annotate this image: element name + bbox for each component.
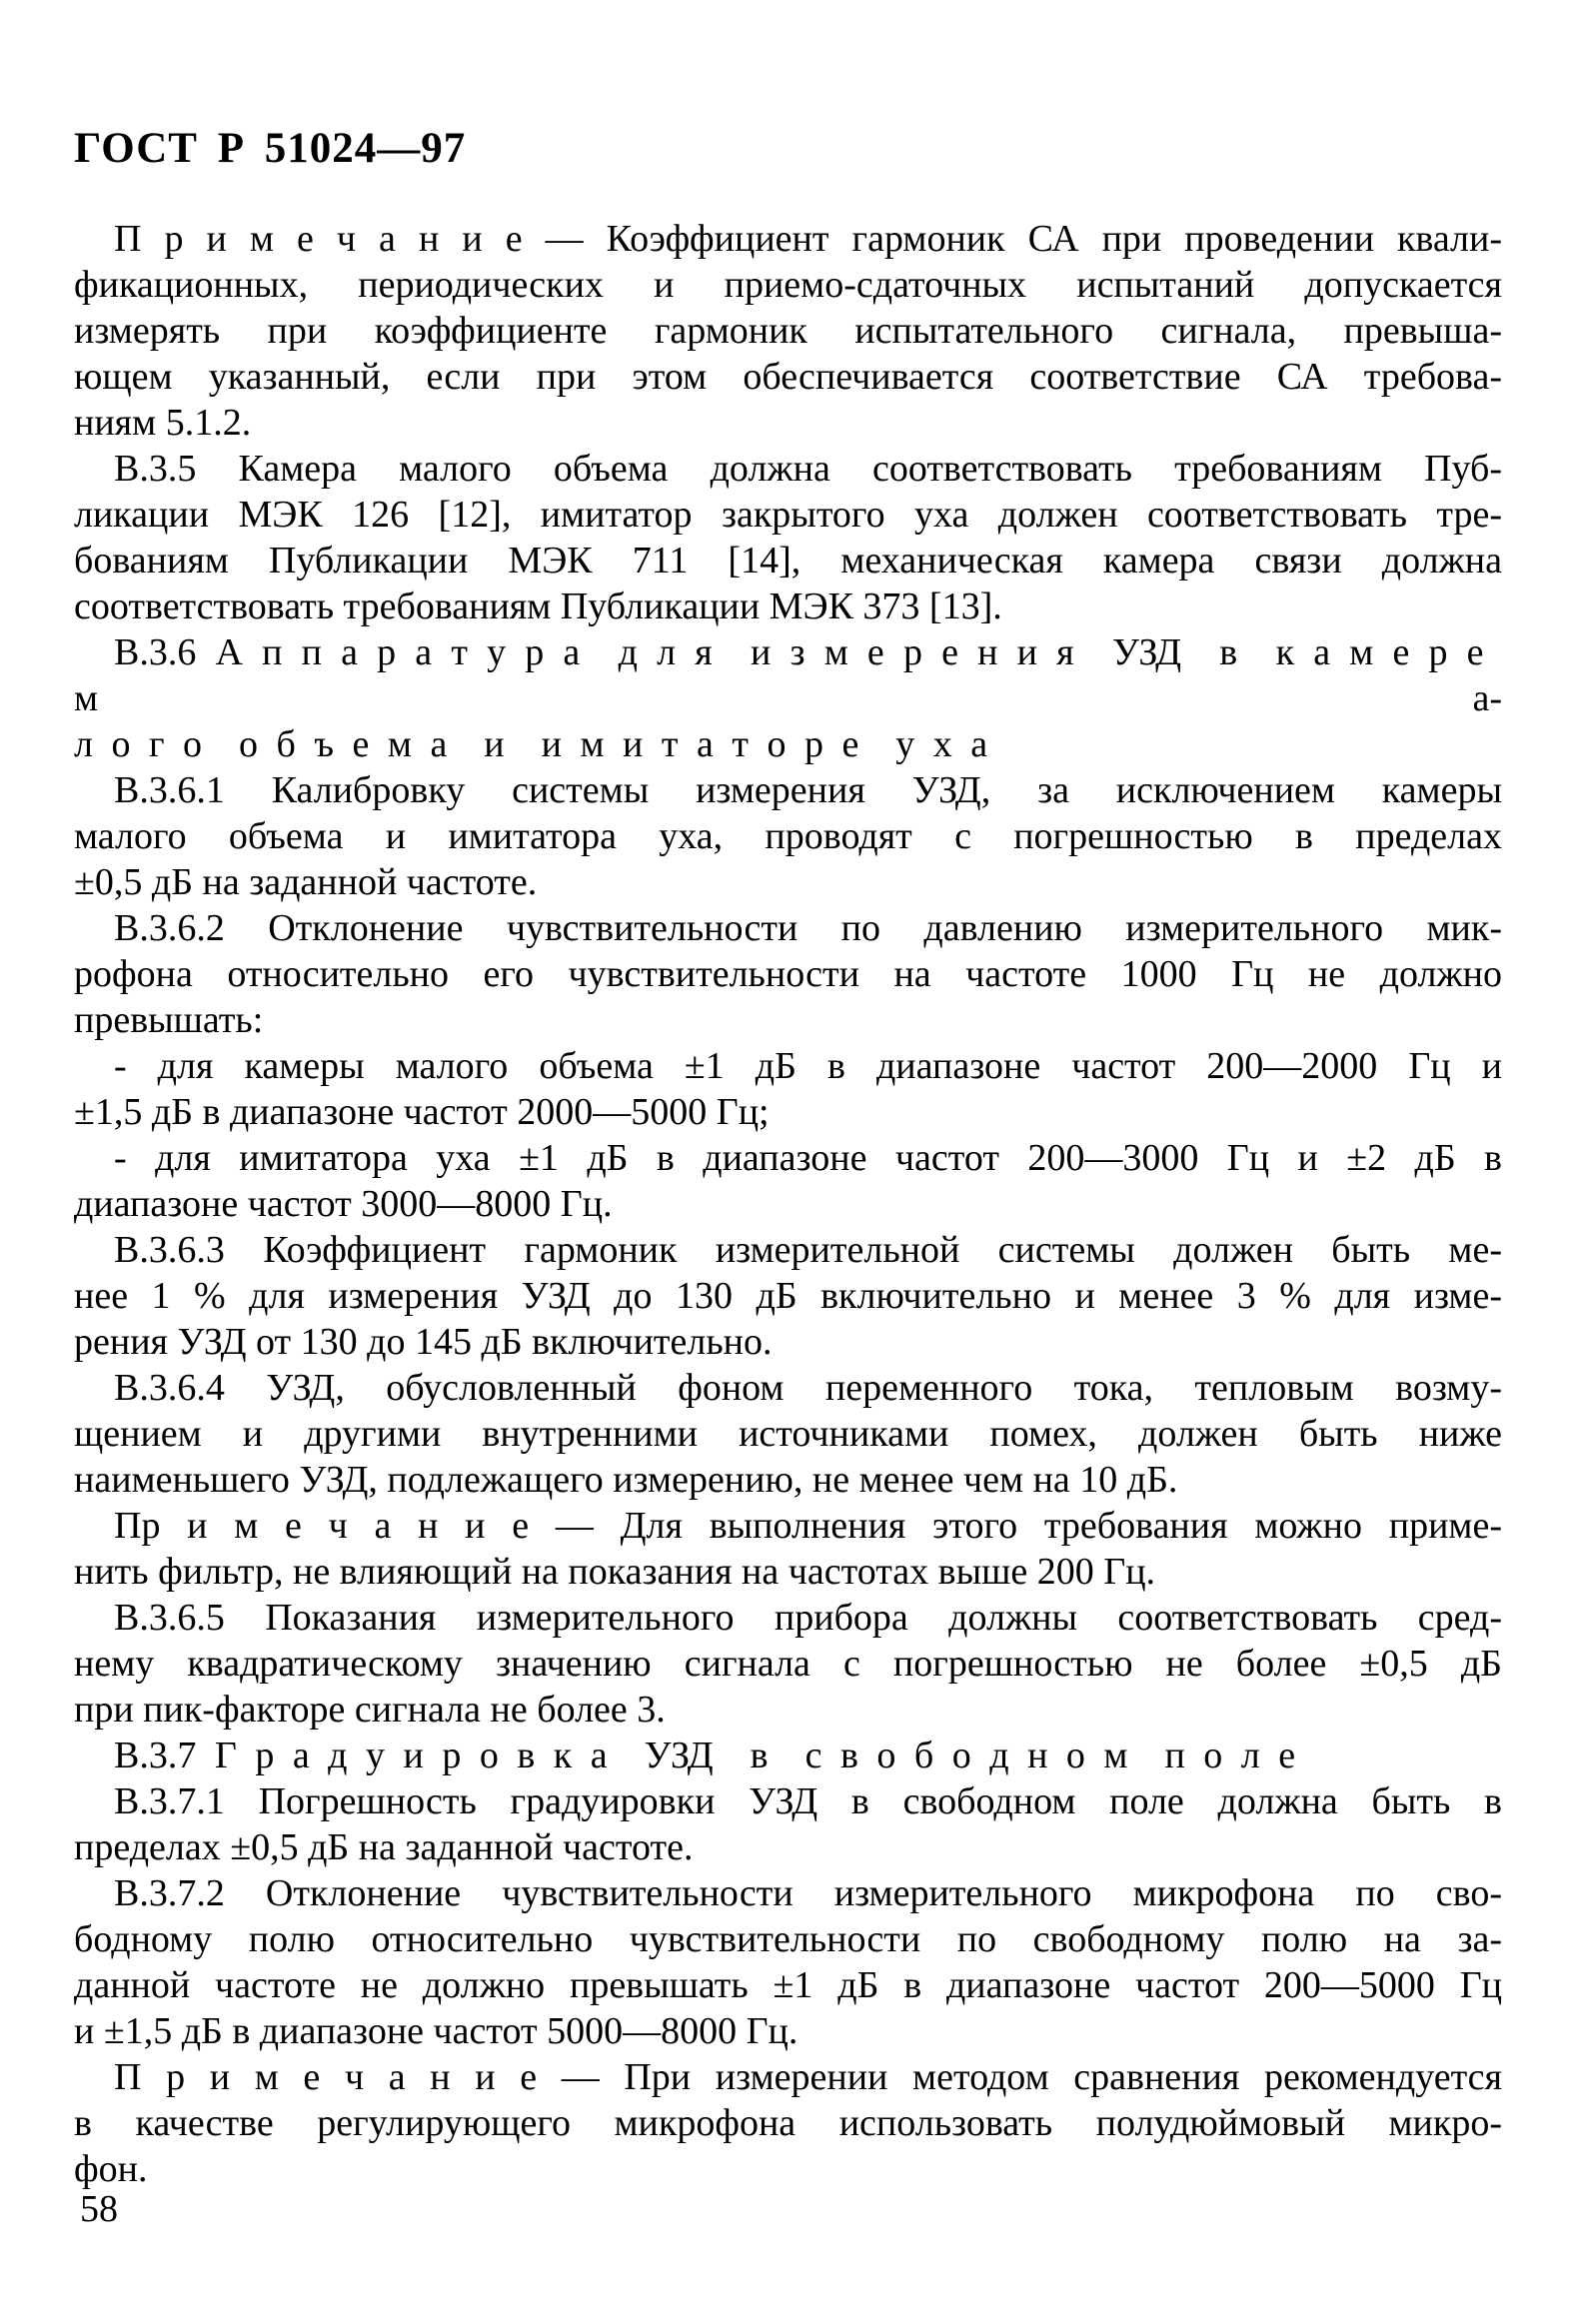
- text-line: фон.: [74, 2148, 148, 2190]
- text-line: В.3.6 А п п а р а т у р а д л я и з м е р е н и я УЗД в к а м е р е м а-: [74, 631, 1502, 719]
- text-line: Пр и м е ч а н и е — Для выполнения этого требования можно приме-: [114, 1505, 1502, 1547]
- text-line: наименьшего УЗД, подлежащего измерению, не менее чем на 10 дБ.: [74, 1459, 1178, 1501]
- text-line: ±0,5 дБ на заданной частоте.: [74, 861, 538, 903]
- text-line: в качестве регулирующего микрофона использовать полудюймовый микро-: [74, 2102, 1502, 2144]
- text-line: соответствовать требованиям Публикации МЭК 373 [13].: [74, 585, 1002, 627]
- text-line: бодному полю относительно чувствительности по свободному полю на за-: [74, 1918, 1502, 1960]
- text-line: ±1,5 дБ в диапазоне частот 2000—5000 Гц;: [74, 1091, 770, 1133]
- text-line: диапазоне частот 3000—8000 Гц.: [74, 1183, 613, 1225]
- paragraph-b3-6-4: [74, 1365, 1502, 1503]
- paragraph-note-3: [74, 2054, 1502, 2192]
- paragraph-b3-6-1: [74, 767, 1502, 905]
- paragraph-note-2: [74, 1503, 1502, 1595]
- paragraph-b3-7-1: [74, 1778, 1502, 1870]
- text-line: л о г о о б ъ е м а и и м и т а т о р е у х а: [74, 723, 988, 765]
- text-line: В.3.7.1 Погрешность градуировки УЗД в свободном поле должна быть в: [114, 1780, 1502, 1822]
- paragraph-b3-6-5: [74, 1595, 1502, 1733]
- paragraph-list-item-small-chamber: [74, 1043, 1502, 1135]
- text-line: В.3.5 Камера малого объема должна соответствовать требованиям Пуб-: [114, 448, 1502, 490]
- text-line: нить фильтр, не влияющий на показания на частотах выше 200 Гц.: [74, 1551, 1156, 1593]
- text-line: ниям 5.1.2.: [74, 402, 252, 444]
- text-line: В.3.7 Г р а д у и р о в к а УЗД в с в о б о д н о м п о л е: [114, 1735, 1296, 1776]
- paragraph-b3-7-heading: [74, 1733, 1502, 1778]
- paragraph-b3-7-2: [74, 1870, 1502, 2054]
- text-line: нему квадратическому значению сигнала с погрешностью не более ±0,5 дБ: [74, 1643, 1502, 1685]
- text-line: В.3.6.4 УЗД, обусловленный фоном переменного тока, тепловым возму-: [114, 1367, 1502, 1409]
- document-body: [74, 216, 1502, 2192]
- paragraph-list-item-ear-simulator: [74, 1135, 1502, 1227]
- text-line: при пик-факторе сигнала не более 3.: [74, 1689, 666, 1731]
- text-line: измерять при коэффициенте гармоник испытательного сигнала, превыша-: [74, 310, 1502, 352]
- text-line: данной частоте не должно превышать ±1 дБ в диапазоне частот 200—5000 Гц: [74, 1964, 1502, 2006]
- text-line: ющем указанный, если при этом обеспечивается соответствие СА требова-: [74, 356, 1502, 398]
- text-line: малого объема и имитатора уха, проводят с погрешностью в пределах: [74, 815, 1502, 857]
- text-line: - для камеры малого объема ±1 дБ в диапазоне частот 200—2000 Гц и: [114, 1045, 1502, 1087]
- text-line: фикационных, периодических и приемо-сдаточных испытаний допускается: [74, 264, 1502, 306]
- page-number: 58: [80, 2188, 118, 2230]
- text-line: В.3.6.5 Показания измерительного прибора должны соответствовать сред-: [114, 1597, 1502, 1639]
- text-line: и ±1,5 дБ в диапазоне частот 5000—8000 Гц.: [74, 2010, 798, 2052]
- text-line: В.3.6.1 Калибровку системы измерения УЗД, за исключением камеры: [114, 769, 1502, 811]
- paragraph-b3-5: [74, 446, 1502, 629]
- text-line: рофона относительно его чувствительности на частоте 1000 Гц не должно: [74, 953, 1502, 995]
- paragraph-note-1: [74, 216, 1502, 446]
- text-line: нее 1 % для измерения УЗД до 130 дБ включительно и менее 3 % для изме-: [74, 1275, 1502, 1317]
- text-line: В.3.7.2 Отклонение чувствительности измерительного микрофона по сво-: [114, 1872, 1502, 1914]
- text-line: превышать:: [74, 999, 264, 1041]
- text-line: щением и другими внутренними источниками помех, должен быть ниже: [74, 1413, 1502, 1455]
- text-line: ликации МЭК 126 [12], имитатор закрытого уха должен соответствовать тре-: [74, 494, 1502, 536]
- text-line: рения УЗД от 130 до 145 дБ включительно.: [74, 1321, 773, 1363]
- text-line: пределах ±0,5 дБ на заданной частоте.: [74, 1826, 694, 1868]
- text-line: - для имитатора уха ±1 дБ в диапазоне частот 200—3000 Гц и ±2 дБ в: [114, 1137, 1502, 1179]
- text-line: П р и м е ч а н и е — Коэффициент гармоник СА при проведении квали-: [114, 218, 1502, 260]
- text-line: В.3.6.3 Коэффициент гармоник измерительной системы должен быть ме-: [114, 1229, 1502, 1271]
- text-line: В.3.6.2 Отклонение чувствительности по давлению измерительного мик-: [114, 907, 1502, 949]
- text-line: бованиям Публикации МЭК 711 [14], механическая камера связи должна: [74, 540, 1502, 581]
- paragraph-b3-6-3: [74, 1227, 1502, 1365]
- paragraph-b3-6-2: [74, 905, 1502, 1043]
- document-standard-number: ГОСТ Р 51024—97: [74, 125, 467, 172]
- text-line: П р и м е ч а н и е — При измерении методом сравнения рекомендуется: [114, 2056, 1502, 2098]
- paragraph-b3-6-heading: [74, 629, 1502, 767]
